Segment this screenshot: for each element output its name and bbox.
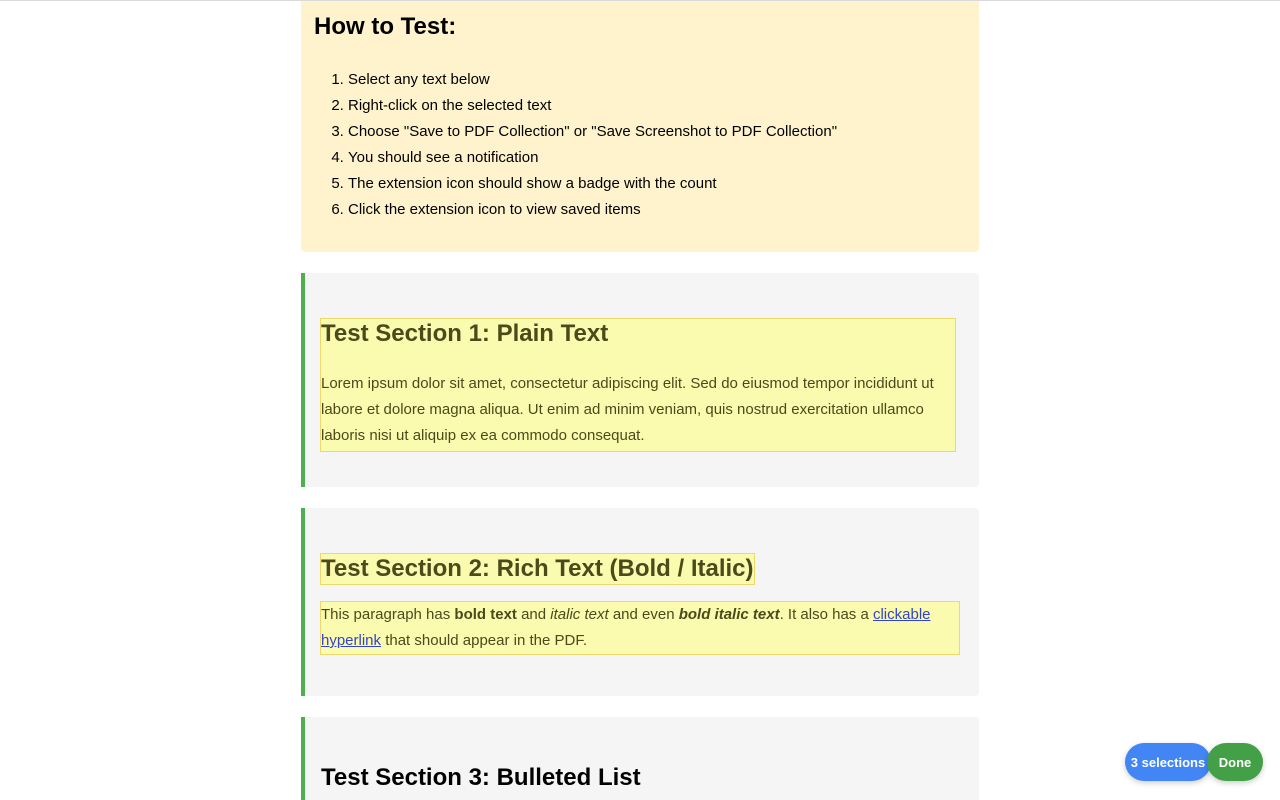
bold-text: bold text [454,606,517,623]
how-to-test-box [301,1,979,252]
bold-italic-text: bold italic text [678,606,780,623]
step-item: 3. Choose "Save to PDF Collection" or "Save Screenshot to PDF Collection" [348,119,966,145]
section-title[interactable]: Test Section 1: Plain Text [321,320,609,347]
test-section-rich-text [301,508,979,696]
selection-toolbar [1125,743,1263,781]
selections-count-button[interactable]: 3 selections [1125,743,1211,781]
done-button[interactable]: Done [1207,743,1263,781]
text-run: and even [608,606,679,623]
text-run: This paragraph has [321,606,455,623]
text-run: that should appear in the PDF. [381,632,587,649]
section-title[interactable]: Test Section 3: Bulleted List [321,764,641,791]
how-to-test-title: How to Test: [314,13,457,40]
test-section-bulleted-list [301,717,979,800]
step-item: 6. Click the extension icon to view saved items [348,197,966,223]
section-paragraph[interactable]: Lorem ipsum dolor sit amet, consectetur adipiscing elit. Sed do eiusmod tempor incididunt ut labore et dolore magna aliqua. Ut enim ad minim veniam, quis nostrud exercitation ullamco laboris nisi ut aliquip ex ea commodo consequat. [321,375,934,444]
step-item: 1. Select any text below [348,67,966,93]
text-run: and [516,606,551,623]
test-section-plain-text [301,273,979,487]
how-to-test-steps [314,67,966,223]
content-container [301,1,979,800]
section-title[interactable]: Test Section 2: Rich Text (Bold / Italic) [321,555,754,582]
text-run: . It also has a [779,606,873,623]
hyperlink[interactable]: clickable hyperlink [321,606,931,649]
step-item: 2. Right-click on the selected text [348,93,966,119]
italic-text: italic text [550,606,609,623]
selection-highlight[interactable] [321,319,955,451]
section-paragraph[interactable] [321,602,959,654]
step-item: 4. You should see a notification [348,145,966,171]
step-item: 5. The extension icon should show a badge with the count [348,171,966,197]
